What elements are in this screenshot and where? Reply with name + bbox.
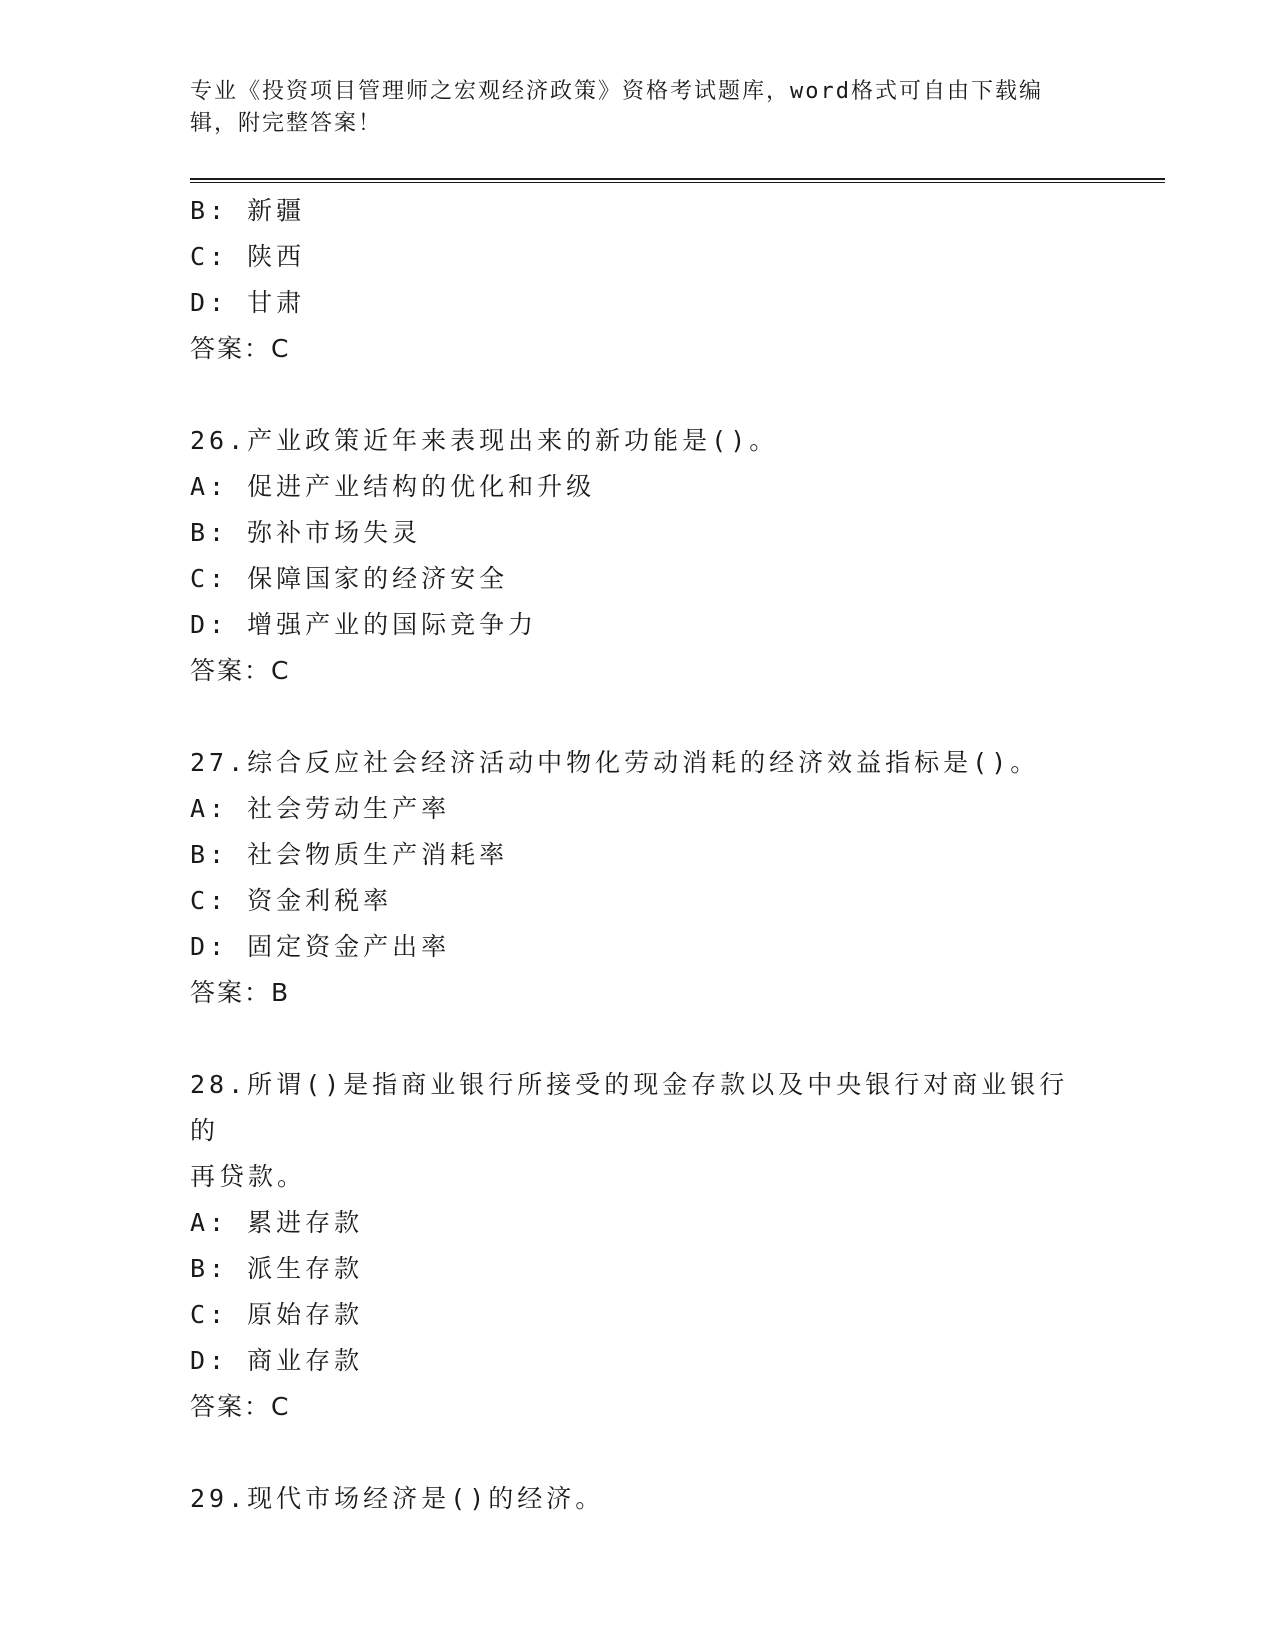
option-c: C: 陕西: [190, 242, 306, 271]
option-c: C: 原始存款: [190, 1300, 364, 1329]
option-b: B: 派生存款: [190, 1254, 364, 1283]
header-divider: [190, 178, 1165, 183]
option-a: A: 社会劳动生产率: [190, 794, 451, 823]
option-d: D: 甘肃: [190, 288, 306, 317]
option-a: A: 促进产业结构的优化和升级: [190, 472, 596, 501]
answer: 答案：C: [190, 334, 291, 363]
option-d: D: 固定资金产出率: [190, 932, 451, 961]
prev-question-block: [190, 188, 1090, 372]
question-stem: 28.所谓()是指商业银行所接受的现金存款以及中央银行对商业银行的: [190, 1070, 1069, 1145]
option-b: B: 社会物质生产消耗率: [190, 840, 509, 869]
question-stem-continued: 再贷款。: [190, 1162, 307, 1191]
option-d: D: 商业存款: [190, 1346, 364, 1375]
question-29: [190, 1476, 1090, 1522]
question-27: [190, 740, 1090, 1016]
answer: 答案：B: [190, 978, 291, 1007]
question-list: [190, 188, 1090, 1522]
option-a: A: 累进存款: [190, 1208, 364, 1237]
question-stem: 27.综合反应社会经济活动中物化劳动消耗的经济效益指标是()。: [190, 748, 1040, 777]
question-28: [190, 1062, 1090, 1430]
option-c: C: 资金利税率: [190, 886, 393, 915]
question-stem: 26.产业政策近年来表现出来的新功能是()。: [190, 426, 779, 455]
answer: 答案：C: [190, 656, 291, 685]
document-header: 专业《投资项目管理师之宏观经济政策》资格考试题库，word格式可自由下载编辑，附完整答案！: [190, 79, 1043, 136]
option-b: B: 弥补市场失灵: [190, 518, 422, 547]
option-c: C: 保障国家的经济安全: [190, 564, 509, 593]
option-b: B: 新疆: [190, 196, 306, 225]
answer: 答案：C: [190, 1392, 291, 1421]
question-stem: 29.现代市场经济是()的经济。: [190, 1484, 605, 1513]
option-d: D: 增强产业的国际竞争力: [190, 610, 538, 639]
question-26: [190, 418, 1090, 694]
